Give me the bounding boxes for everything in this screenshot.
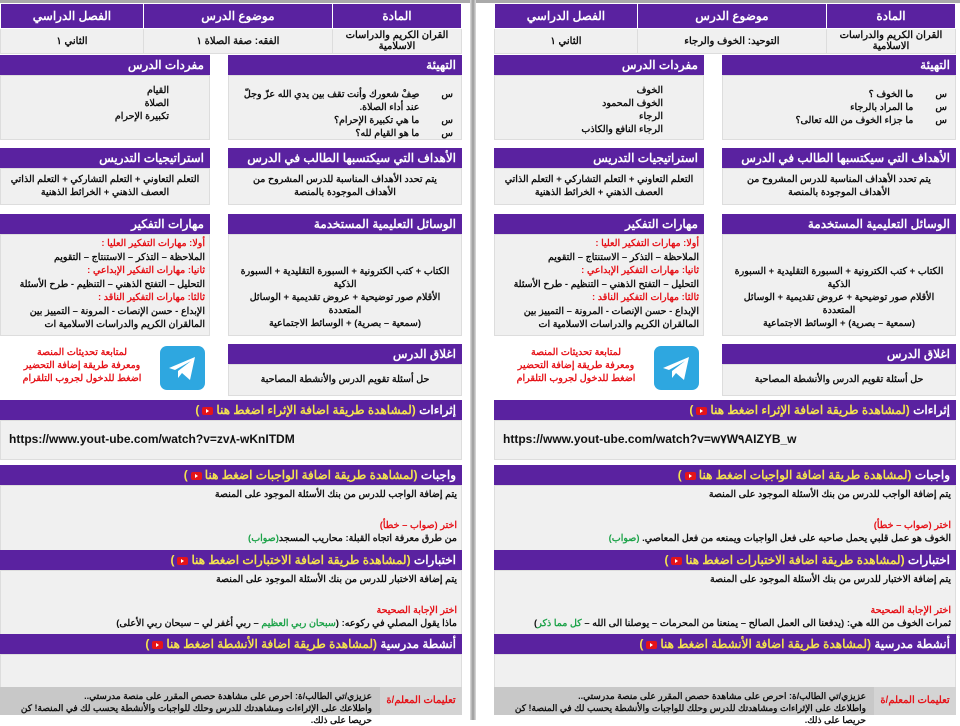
homework-title: واجبات	[914, 468, 950, 482]
tests-choose-label: اختر الإجابة الصحيحة	[376, 605, 457, 616]
warmup-header	[722, 55, 956, 75]
telegram-note[interactable]	[12, 346, 152, 385]
instructions-label: تعليمات المعلم/ة	[380, 687, 462, 715]
closing-text: حل أسئلة تقويم الدرس والأنشطة المصاحبة	[754, 374, 924, 385]
term-value: الثاني ١	[495, 29, 638, 54]
goals-text: يتم تحدد الأهداف المناسبة للدرس المشروح من الأهداف الموجودة بالمنصة	[747, 174, 931, 198]
warmup-section	[228, 55, 462, 140]
media-title: الوسائل التعليمية المستخدمة	[313, 217, 456, 231]
topic-header: موضوع الدرس	[143, 4, 332, 29]
warmup-title: التهيئة	[920, 58, 950, 72]
thinking-line: ثالثا: مهارات التفكير الناقد :	[592, 292, 699, 303]
telegram-icon[interactable]	[160, 346, 205, 390]
question-text: ما هي تكبيرة الإحرام؟	[333, 115, 420, 126]
closing-header	[228, 344, 462, 364]
subject-header: المادة	[826, 4, 955, 29]
thinking-line: الإبداع - حسن الإنصات - المرونة – التمييز بين المالقران الكريم والدراسات الاسلامية ات	[523, 305, 699, 330]
media-line: الكتاب + كتب الكترونية + السبورة التقليدية + السبورة الذكية	[240, 266, 450, 290]
instruction-line: واطلاعك على الإثراءات ومشاهدتك للدرس وحلك للواجبات والأنشطة يحسب لك في المنصة! كن حريصا على ذلك.	[514, 703, 866, 725]
telegram-note-line: ومعرفة طريقة إضافة التحضير	[517, 360, 635, 371]
goals-title: الأهداف التي سيكتسبها الطالب في الدرس	[741, 151, 950, 165]
telegram-note-line: لمتابعة تحديثات المنصة	[36, 347, 128, 358]
homework-info: يتم إضافة الواجب للدرس من بنك الأسئلة الموجود على المنصة	[708, 489, 951, 500]
correct-answer: (صواب)	[248, 533, 279, 544]
vocab-item: الرجاء	[638, 111, 663, 122]
instruction-line: عزيزي/تي الطالب/ة: احرص على مشاهدة حصص المقرر على منصة مدرستي..	[578, 691, 866, 701]
warmup-section	[722, 55, 956, 140]
warmup-header	[228, 55, 462, 75]
thinking-line: الملاحظة – التذكر – الاستنتاج – التقويم	[53, 251, 205, 263]
tests-question	[499, 617, 951, 630]
question-marker: س	[935, 89, 947, 100]
vocab-item: الخوف المحمود	[602, 98, 663, 109]
homework-question	[499, 532, 951, 545]
media-line: (سمعية – بصرية) + الوسائط الاجتماعية	[269, 318, 421, 329]
media-line: الكتاب + كتب الكترونية + السبورة التقليدية + السبورة الذكية	[734, 266, 944, 290]
lesson-info-table	[494, 3, 956, 54]
question-text: صِفْ شعورك وأنت تقف بين يدي الله عزّ وجلّ عند أداء الصلاة.	[243, 89, 420, 113]
strategy-line: التعلم التعاوني + التعلم التشاركي + التعلم الذاتي	[504, 174, 694, 185]
tests-question	[5, 617, 457, 630]
enrichment-title: إثراءات	[419, 403, 456, 417]
strategies-title: استراتيجيات التدريس	[99, 151, 204, 165]
teacher-instructions	[0, 687, 462, 725]
warmup-question	[731, 101, 947, 114]
enrichment-link-text: (لمشاهدة طريقة اضافة الإثراء اضغط هنا	[216, 403, 416, 417]
vocab-item: الرجاء النافع والكاذب	[581, 124, 663, 135]
question-text: ما الخوف ؟	[868, 89, 914, 100]
vocab-item: تكبيرة الإحرام	[114, 111, 169, 122]
strategies-section	[0, 148, 210, 205]
warmup-question	[237, 88, 453, 114]
goals-header	[228, 148, 462, 168]
enrichment-video-link[interactable]	[195, 403, 415, 417]
warmup-question	[731, 88, 947, 101]
vocab-item: القيام	[147, 85, 169, 96]
thinking-line: أولا: مهارات التفكير العليا :	[101, 238, 205, 249]
enrichment-section	[0, 400, 462, 460]
thinking-line: أولا: مهارات التفكير العليا :	[595, 238, 699, 249]
media-header	[722, 214, 956, 234]
youtube-icon	[191, 472, 202, 480]
vocab-header	[494, 55, 704, 75]
strategies-header	[0, 148, 210, 168]
thinking-line: ثالثا: مهارات التفكير الناقد :	[98, 292, 205, 303]
activities-video-link[interactable]	[639, 637, 871, 651]
question-rest: – ربي أغفر لي – سبحان ربي الأعلى)	[116, 618, 262, 629]
thinking-title: مهارات التفكير	[131, 217, 204, 231]
question-text: ثمرات الخوف من الله هي: (يدفعنا الى العمل الصالح – يمنعنا من المحرمات – يوصلنا الى الله –	[581, 618, 951, 629]
tests-link-close: )	[170, 553, 175, 567]
thinking-line: التحليل – التفتح الذهني – التنظيم - طرح الأسئلة	[513, 278, 699, 290]
enrichment-link-close: )	[195, 403, 200, 417]
thinking-title: مهارات التفكير	[625, 217, 698, 231]
thinking-line: ثانيا: مهارات التفكير الإبداعي :	[87, 265, 205, 276]
homework-section	[0, 465, 462, 560]
question-rest: )	[534, 618, 538, 629]
activities-header	[0, 634, 462, 654]
goals-title: الأهداف التي سيكتسبها الطالب في الدرس	[247, 151, 456, 165]
question-marker: س	[441, 115, 453, 126]
lesson-info-table	[0, 3, 462, 54]
youtube-icon	[646, 641, 657, 649]
homework-link-text: (لمشاهدة طريقة اضافة الواجبات اضغط هنا	[698, 468, 912, 482]
closing-section	[722, 344, 956, 396]
term-header: الفصل الدراسي	[1, 4, 144, 29]
thinking-section	[494, 214, 704, 336]
vocab-item: الخوف	[636, 85, 663, 96]
tests-header	[494, 550, 956, 570]
activities-video-link[interactable]	[145, 637, 377, 651]
homework-header	[0, 465, 462, 485]
strategies-section	[494, 148, 704, 205]
enrichment-url[interactable]: https://www.yout-ube.com/watch?v=w٧W٩AIZYB_w	[503, 432, 797, 446]
lesson-page	[494, 0, 956, 725]
thinking-line: التحليل – التفتح الذهني – التنظيم - طرح الأسئلة	[19, 278, 205, 290]
tests-info: يتم إضافة الاختبار للدرس من بنك الأسئلة الموجود على المنصة	[709, 574, 951, 585]
correct-answer: كل مما ذكر	[537, 618, 582, 629]
activities-section	[0, 634, 462, 688]
media-title: الوسائل التعليمية المستخدمة	[807, 217, 950, 231]
thinking-line: الإبداع - حسن الإنصات - المرونة – التمييز بين المالقران الكريم والدراسات الاسلامية ات	[29, 305, 205, 330]
thinking-header	[494, 214, 704, 234]
warmup-question	[731, 114, 947, 127]
media-section	[228, 214, 462, 336]
activities-title: أنشطة مدرسية	[874, 637, 950, 651]
homework-header	[494, 465, 956, 485]
homework-link-close: )	[677, 468, 682, 482]
activities-title: أنشطة مدرسية	[380, 637, 456, 651]
question-marker: س	[441, 128, 453, 139]
strategy-line: العصف الذهني + الخرائط الذهنية	[534, 187, 664, 198]
tests-link-text: (لمشاهدة طريقة اضافة الاختبارات اضغط هنا	[685, 553, 905, 567]
tests-header	[0, 550, 462, 570]
enrichment-title: إثراءات	[913, 403, 950, 417]
enrichment-link-close: )	[689, 403, 694, 417]
telegram-note-line: اضغط للدخول لجروب التلقرام	[516, 373, 636, 384]
tests-choose-label: اختر الإجابة الصحيحة	[870, 605, 951, 616]
question-text: ماذا يقول المصلي في ركوعه: (	[335, 618, 457, 629]
youtube-icon	[202, 407, 213, 415]
closing-title: اغلاق الدرس	[886, 347, 950, 361]
tests-section	[0, 550, 462, 647]
question-text: ما هو القيام لله؟	[355, 128, 420, 139]
closing-section	[228, 344, 462, 396]
question-text: ما جزاء الخوف من الله تعالى؟	[795, 115, 914, 126]
term-header: الفصل الدراسي	[495, 4, 638, 29]
question-marker: س	[441, 89, 453, 100]
correct-answer: سبحان ربي العظيم	[261, 618, 336, 629]
goals-section	[722, 148, 956, 205]
question-marker: س	[935, 102, 947, 113]
closing-text: حل أسئلة تقويم الدرس والأنشطة المصاحبة	[260, 374, 430, 385]
warmup-question	[237, 114, 453, 127]
youtube-icon	[177, 557, 188, 565]
question-text: ما المراد بالرجاء	[850, 102, 914, 113]
topic-header: موضوع الدرس	[637, 4, 826, 29]
enrichment-video-link[interactable]	[689, 403, 909, 417]
term-value: الثاني ١	[1, 29, 144, 54]
warmup-question	[237, 127, 453, 140]
activities-section	[494, 634, 956, 688]
goals-header	[722, 148, 956, 168]
homework-link-text: (لمشاهدة طريقة اضافة الواجبات اضغط هنا	[204, 468, 418, 482]
vocab-title: مفردات الدرس	[621, 58, 698, 72]
topic-value: التوحيد: الخوف والرجاء	[637, 29, 826, 54]
vocab-header	[0, 55, 210, 75]
enrichment-section	[494, 400, 956, 460]
activities-link-close: )	[639, 637, 644, 651]
media-section	[722, 214, 956, 336]
vocab-title: مفردات الدرس	[127, 58, 204, 72]
homework-video-link[interactable]	[678, 468, 912, 482]
tests-title: اختبارات	[413, 553, 456, 567]
subject-header: المادة	[332, 4, 461, 29]
warmup-title: التهيئة	[426, 58, 456, 72]
closing-title: اغلاق الدرس	[392, 347, 456, 361]
telegram-note-line: لمتابعة تحديثات المنصة	[530, 347, 622, 358]
goals-text: يتم تحدد الأهداف المناسبة للدرس المشروح من الأهداف الموجودة بالمنصة	[253, 174, 437, 198]
question-text: من طرق معرفة اتجاه القبلة: محاريب المسجد	[278, 533, 457, 544]
thinking-section	[0, 214, 210, 336]
tests-link-text: (لمشاهدة طريقة اضافة الاختبارات اضغط هنا	[191, 553, 411, 567]
correct-answer: (صواب)	[608, 533, 640, 544]
enrichment-link-text: (لمشاهدة طريقة اضافة الإثراء اضغط هنا	[710, 403, 910, 417]
tests-section	[494, 550, 956, 647]
enrichment-header	[0, 400, 462, 420]
media-header	[228, 214, 462, 234]
enrichment-url[interactable]: https://www.yout-ube.com/watch?v=zv٨-wKnITDM	[9, 432, 295, 446]
vocab-section	[0, 55, 210, 140]
thinking-header	[0, 214, 210, 234]
youtube-icon	[685, 472, 696, 480]
homework-video-link[interactable]	[184, 468, 418, 482]
strategy-line: التعلم التعاوني + التعلم التشاركي + التعلم الذاتي	[10, 174, 200, 185]
strategies-title: استراتيجيات التدريس	[593, 151, 698, 165]
telegram-icon[interactable]	[654, 346, 699, 390]
instructions-label: تعليمات المعلم/ة	[874, 687, 956, 715]
subject-value: القران الكريم والدراسات الاسلامية	[826, 29, 955, 54]
telegram-note[interactable]	[506, 346, 646, 385]
homework-section	[494, 465, 956, 560]
lesson-page	[0, 0, 462, 725]
question-text: الخوف هو عمل قلبي يحمل صاحبه على فعل الواجبات ويمنعه من فعل المعاصي.	[639, 533, 951, 544]
topic-value: الفقه: صفة الصلاة ١	[143, 29, 332, 54]
strategy-line: العصف الذهني + الخرائط الذهنية	[40, 187, 170, 198]
tests-info: يتم إضافة الاختبار للدرس من بنك الأسئلة الموجود على المنصة	[215, 574, 457, 585]
tests-video-link[interactable]	[170, 553, 410, 567]
youtube-icon	[152, 641, 163, 649]
homework-title: واجبات	[420, 468, 456, 482]
media-line: الأقلام صور توضيحية + عروض تقديمية + الوسائل المتعددة	[249, 292, 441, 316]
tests-video-link[interactable]	[664, 553, 904, 567]
media-line: الأقلام صور توضيحية + عروض تقديمية + الوسائل المتعددة	[743, 292, 935, 316]
tests-link-close: )	[664, 553, 669, 567]
media-line: (سمعية – بصرية) + الوسائط الاجتماعية	[763, 318, 915, 329]
homework-choose-label: اختر (صواب – خطأ)	[873, 520, 951, 531]
teacher-instructions	[494, 687, 956, 725]
homework-choose-label: اختر (صواب – خطأ)	[379, 520, 457, 531]
thinking-line: ثانيا: مهارات التفكير الإبداعي :	[581, 265, 699, 276]
tests-title: اختبارات	[907, 553, 950, 567]
activities-link-text: (لمشاهدة طريقة اضافة الأنشطة اضغط هنا	[166, 637, 378, 651]
question-marker: س	[935, 115, 947, 126]
activities-header	[494, 634, 956, 654]
strategies-header	[494, 148, 704, 168]
telegram-note-line: ومعرفة طريقة إضافة التحضير	[23, 360, 141, 371]
instruction-line: واطلاعك على الإثراءات ومشاهدتك للدرس وحلك للواجبات والأنشطة يحسب لك في المنصة! كن حريصا على ذلك.	[20, 703, 372, 725]
instruction-line: عزيزي/تي الطالب/ة: احرص على مشاهدة حصص المقرر على منصة مدرستي..	[84, 691, 372, 701]
youtube-icon	[696, 407, 707, 415]
subject-value: القران الكريم والدراسات الاسلامية	[332, 29, 461, 54]
goals-section	[228, 148, 462, 205]
thinking-line: الملاحظة – التذكر – الاستنتاج – التقويم	[547, 251, 699, 263]
telegram-note-line: اضغط للدخول لجروب التلقرام	[22, 373, 142, 384]
enrichment-header	[494, 400, 956, 420]
activities-link-text: (لمشاهدة طريقة اضافة الأنشطة اضغط هنا	[660, 637, 872, 651]
vocab-item: الصلاة	[144, 98, 169, 109]
closing-header	[722, 344, 956, 364]
homework-question	[5, 532, 457, 545]
youtube-icon	[671, 557, 682, 565]
activities-link-close: )	[145, 637, 150, 651]
homework-info: يتم إضافة الواجب للدرس من بنك الأسئلة الموجود على المنصة	[214, 489, 457, 500]
page-divider	[470, 0, 476, 720]
homework-link-close: )	[183, 468, 188, 482]
vocab-section	[494, 55, 704, 140]
